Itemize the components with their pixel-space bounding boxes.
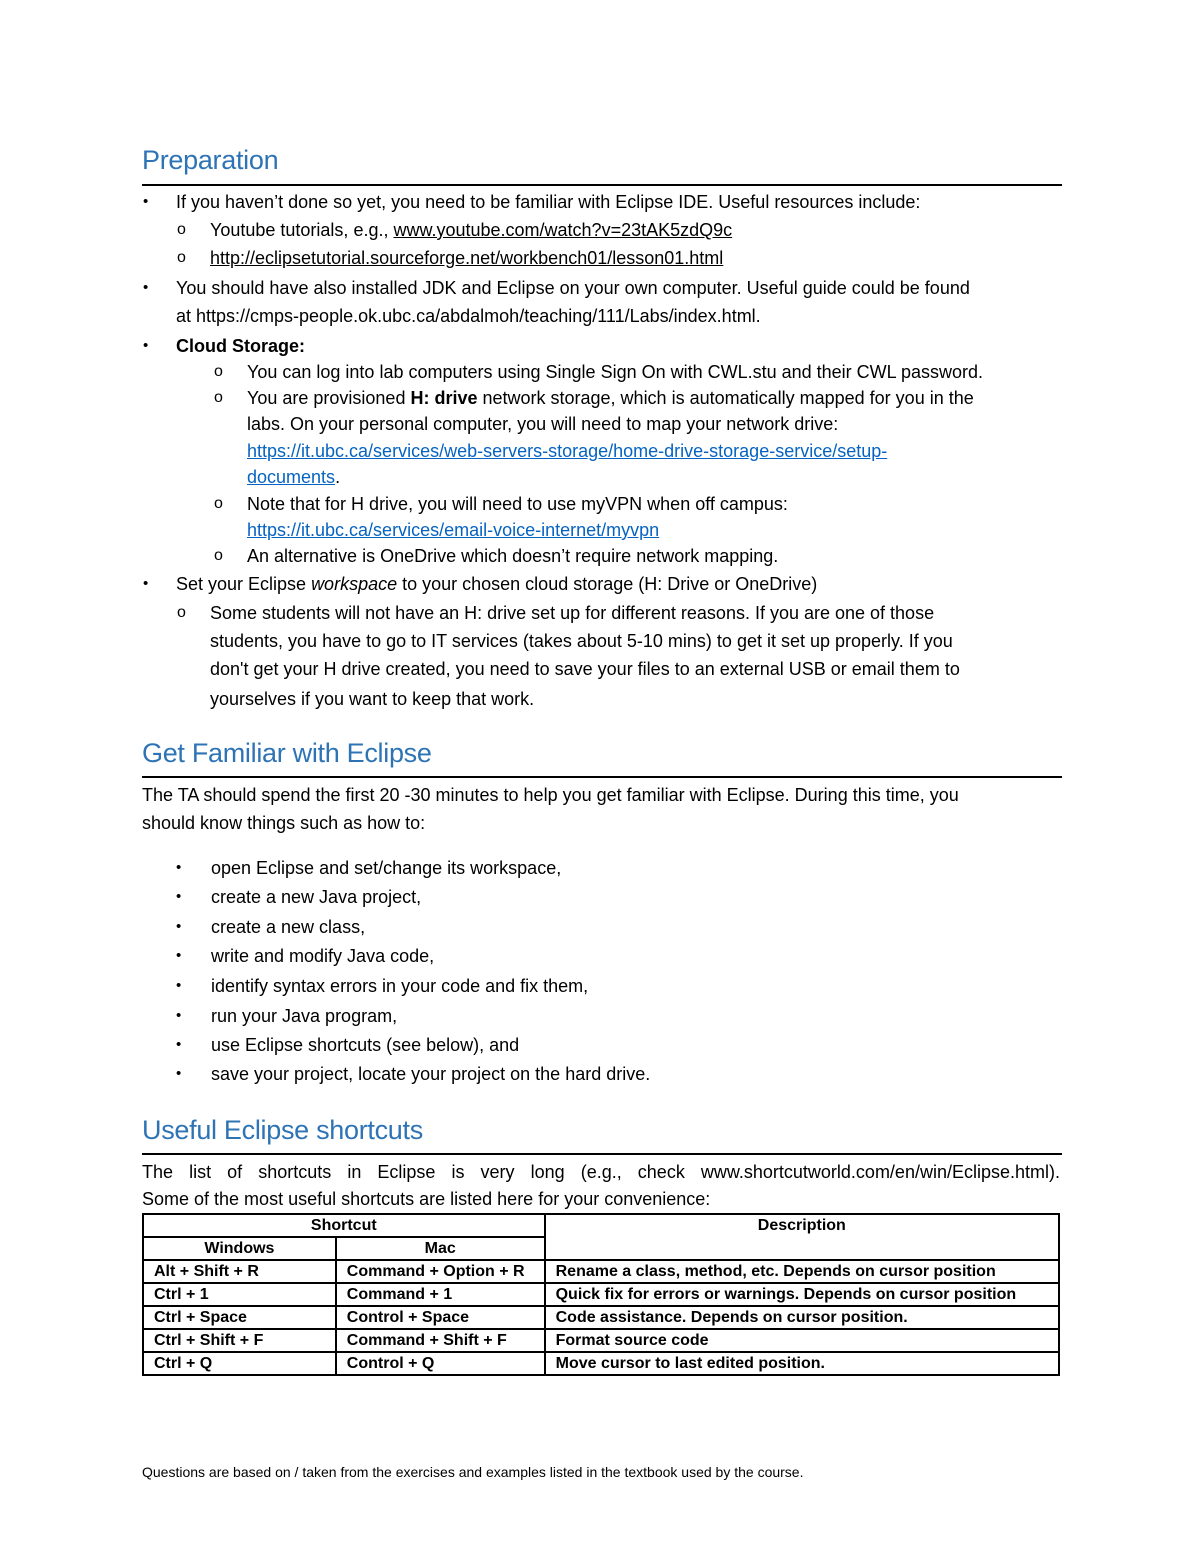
bullet-icon: • <box>176 918 182 935</box>
prep-sub-youtube <box>210 218 732 242</box>
header-windows: Windows <box>143 1237 336 1260</box>
workspace-post: to your chosen cloud storage (H: Drive or OneDrive) <box>397 574 818 594</box>
cloud-item-3-line-1: Note that for H drive, you will need to use myVPN when off campus: <box>247 494 788 514</box>
table-row <box>143 1283 1059 1306</box>
header-mac: Mac <box>336 1237 545 1260</box>
sub-bullet-icon: o <box>177 221 186 238</box>
cell-description: Rename a class, method, etc. Depends on cursor position <box>545 1260 1059 1283</box>
cell-mac: Control + Space <box>336 1306 545 1329</box>
table-row <box>143 1260 1059 1283</box>
preparation-rule <box>142 184 1062 186</box>
eclipsetutorial-link[interactable]: http://eclipsetutorial.sourceforge.net/workbench01/lesson01.html <box>210 248 724 268</box>
bullet-icon: • <box>176 1065 182 1082</box>
hdrive-note-line-2: students, you have to go to IT services (takes about 5-10 mins) to get it set up properly. If you <box>210 631 953 651</box>
footer-note: Questions are based on / taken from the exercises and examples listed in the textbook used by the course. <box>142 1464 804 1480</box>
cell-windows: Ctrl + Space <box>143 1306 336 1329</box>
cloud-item-2-line-3 <box>247 439 887 463</box>
shortcuts-intro-line-2: Some of the most useful shortcuts are listed here for your convenience: <box>142 1189 711 1209</box>
prep-bullet-2-line-1: You should have also installed JDK and Eclipse on your own computer. Useful guide could be found <box>176 278 970 298</box>
shortcuts-heading: Useful Eclipse shortcuts <box>142 1115 423 1145</box>
header-description: Description <box>545 1214 1059 1260</box>
list-item: open Eclipse and set/change its workspace, <box>211 858 562 878</box>
cloud-item-1: You can log into lab computers using Single Sign On with CWL.stu and their CWL password. <box>247 362 984 382</box>
cloud-storage-label: Cloud Storage: <box>176 336 305 356</box>
shortcuts-table <box>142 1213 1060 1376</box>
cloud-item-2-line-2: labs. On your personal computer, you will need to map your network drive: <box>247 414 839 434</box>
cell-description: Format source code <box>545 1329 1059 1352</box>
cell-mac: Command + Shift + F <box>336 1329 545 1352</box>
bullet-icon: • <box>176 977 182 994</box>
hdrive-note-line-4: yourselves if you want to keep that work. <box>210 689 535 709</box>
familiar-intro-line-1: The TA should spend the first 20 -30 minutes to help you get familiar with Eclipse. During this time, you <box>142 785 959 805</box>
sub-bullet-icon: o <box>214 363 223 380</box>
table-row <box>143 1329 1059 1352</box>
cell-description: Code assistance. Depends on cursor position. <box>545 1306 1059 1329</box>
prep-bullet-1: If you haven’t done so yet, you need to be familiar with Eclipse IDE. Useful resources include: <box>176 192 921 212</box>
bullet-icon: • <box>143 337 149 354</box>
cell-windows: Ctrl + Shift + F <box>143 1329 336 1352</box>
list-item: create a new Java project, <box>211 887 422 907</box>
sub-bullet-icon: o <box>177 249 186 266</box>
myvpn-link[interactable]: https://it.ubc.ca/services/email-voice-internet/myvpn <box>247 520 660 540</box>
preparation-heading: Preparation <box>142 145 279 175</box>
cell-mac: Control + Q <box>336 1352 545 1375</box>
workspace-pre: Set your Eclipse <box>176 574 312 594</box>
sub-bullet-icon: o <box>214 495 223 512</box>
workspace-italic: workspace <box>311 574 398 594</box>
bullet-icon: • <box>143 279 149 296</box>
prep-sub-eclipsetutorial <box>210 246 723 270</box>
familiar-heading: Get Familiar with Eclipse <box>142 738 432 768</box>
cloud-item-2-pre: You are provisioned <box>247 388 411 408</box>
cloud-item-2-end: . <box>335 467 341 487</box>
list-item: save your project, locate your project on the hard drive. <box>211 1064 651 1084</box>
cloud-item-4: An alternative is OneDrive which doesn’t require network mapping. <box>247 546 779 566</box>
hdrive-note-line-1: Some students will not have an H: drive set up for different reasons. If you are one of those <box>210 603 935 623</box>
sub-bullet-icon: o <box>214 547 223 564</box>
cloud-item-2-post: network storage, which is automatically mapped for you in the <box>477 388 974 408</box>
cell-windows: Ctrl + 1 <box>143 1283 336 1306</box>
table-header-row <box>143 1214 1059 1237</box>
cell-description: Move cursor to last edited position. <box>545 1352 1059 1375</box>
cell-windows: Alt + Shift + R <box>143 1260 336 1283</box>
cell-mac: Command + Option + R <box>336 1260 545 1283</box>
cell-mac: Command + 1 <box>336 1283 545 1306</box>
home-drive-link-part-2[interactable]: documents <box>247 467 336 487</box>
list-item: write and modify Java code, <box>211 946 435 966</box>
prep-bullet-2-line-2: at https://cmps-people.ok.ubc.ca/abdalmoh/teaching/111/Labs/index.html. <box>176 306 761 326</box>
table-row <box>143 1352 1059 1375</box>
prep-bullet-4 <box>176 572 817 596</box>
cell-windows: Ctrl + Q <box>143 1352 336 1375</box>
youtube-prefix: Youtube tutorials, e.g., <box>210 220 394 240</box>
hdrive-note-line-3: don't get your H drive created, you need to save your files to an external USB or email them to <box>210 659 960 679</box>
home-drive-link-part-1[interactable]: https://it.ubc.ca/services/web-servers-storage/home-drive-storage-service/setup- <box>247 441 888 461</box>
cell-description: Quick fix for errors or warnings. Depends on cursor position <box>545 1283 1059 1306</box>
cloud-item-3-line-2 <box>247 518 659 542</box>
list-item: identify syntax errors in your code and fix them, <box>211 976 589 996</box>
shortcuts-rule <box>142 1153 1062 1155</box>
cloud-item-2-line-1 <box>247 386 974 410</box>
bullet-icon: • <box>176 888 182 905</box>
bullet-icon: • <box>176 1007 182 1024</box>
list-item: create a new class, <box>211 917 366 937</box>
bullet-icon: • <box>143 193 149 210</box>
bullet-icon: • <box>176 859 182 876</box>
shortcuts-intro-line-1: The list of shortcuts in Eclipse is very long (e.g., check www.shortcutworld.com/en/win/Eclipse.html). <box>142 1162 1060 1182</box>
list-item: use Eclipse shortcuts (see below), and <box>211 1035 520 1055</box>
sub-bullet-icon: o <box>214 389 223 406</box>
bullet-icon: • <box>176 947 182 964</box>
bullet-icon: • <box>176 1036 182 1053</box>
familiar-rule <box>142 776 1062 778</box>
sub-bullet-icon: o <box>177 604 186 621</box>
h-drive-bold: H: drive <box>410 388 478 408</box>
list-item: run your Java program, <box>211 1006 398 1026</box>
header-shortcut: Shortcut <box>143 1214 545 1237</box>
table-row <box>143 1306 1059 1329</box>
cloud-item-2-line-4 <box>247 465 340 489</box>
youtube-link[interactable]: www.youtube.com/watch?v=23tAK5zdQ9c <box>393 220 733 240</box>
bullet-icon: • <box>143 575 149 592</box>
familiar-intro-line-2: should know things such as how to: <box>142 813 426 833</box>
